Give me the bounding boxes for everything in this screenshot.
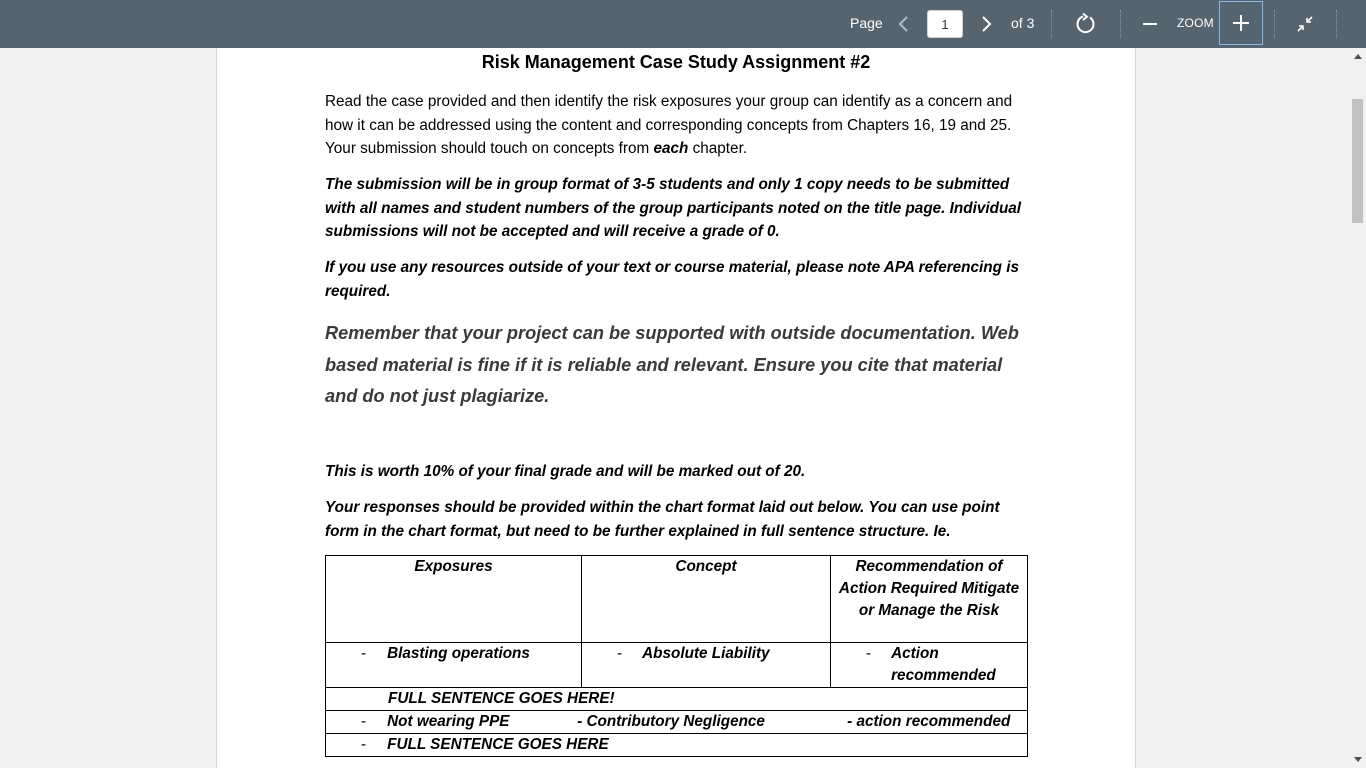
header-recommendation: Recommendation of Action Required Mitigate or Manage the Risk (831, 556, 1028, 643)
toolbar-divider (1051, 10, 1052, 38)
example-table (325, 555, 1028, 757)
dash: - (361, 736, 367, 753)
table-row (326, 711, 1028, 734)
table-row-merged (326, 711, 1028, 734)
chevron-left-icon (897, 15, 911, 33)
toolbar-divider (1274, 10, 1275, 38)
table-row (326, 643, 1028, 688)
concept-cell: Absolute Liability (642, 645, 770, 662)
action-cell: Action recommended (891, 645, 996, 684)
dash: - (866, 645, 872, 662)
vertical-scrollbar[interactable] (1350, 48, 1366, 768)
next-page-button[interactable] (974, 12, 998, 36)
dash: - (361, 713, 367, 730)
rotate-button[interactable] (1073, 11, 1099, 37)
paragraph-apa: If you use any resources outside of your text or course material, please note APA referencing is required. (325, 259, 1019, 300)
exposure-cell: Blasting operations (387, 645, 530, 662)
full-sentence-cell: FULL SENTENCE GOES HERE (387, 736, 609, 753)
paragraph-grade: This is worth 10% of your final grade and will be marked out of 20. (325, 463, 806, 480)
exit-fullscreen-button[interactable] (1293, 12, 1317, 36)
exposure-cell: Not wearing PPE (387, 713, 510, 730)
header-exposures: Exposures (326, 556, 582, 643)
scroll-up-button[interactable] (1350, 48, 1366, 64)
zoom-out-button[interactable] (1139, 12, 1161, 36)
toolbar-divider (1336, 10, 1337, 38)
table-header-row (326, 556, 1028, 643)
action-cell: - action recommended (847, 713, 1011, 730)
page-number-input[interactable] (927, 10, 963, 38)
zoom-label: ZOOM (1177, 16, 1214, 30)
concept-cell: - Contributory Negligence (577, 713, 765, 730)
table-row-merged (326, 734, 1028, 757)
paragraph-text: Read the case provided and then identify the risk exposures your group can identify as a concern and how it can be addressed using the content and corresponding concepts from Chapters 16, 19 and 25. Your submission should touch on concepts from (325, 93, 1013, 157)
scroll-down-button[interactable] (1350, 752, 1366, 768)
zoom-out-icon (1142, 16, 1158, 32)
paragraph-instructions (325, 90, 1025, 161)
chevron-right-icon (979, 15, 993, 33)
arrow-down-icon (1354, 757, 1362, 763)
toolbar-divider (1120, 10, 1121, 38)
paragraph-group-format: The submission will be in group format of 3-5 students and only 1 copy needs to be submitted with all names and student numbers of the group participants noted on the title page. Individual submissions will not be accepted and will receive a grade of 0. (325, 176, 1022, 240)
rotate-icon (1075, 13, 1097, 35)
paragraph-chart-format: Your responses should be provided within the chart format laid out below. You can use point form in the chart format, but need to be further explained in full sentence structure. Ie. (325, 499, 1000, 540)
dash: - (617, 645, 623, 662)
zoom-in-button[interactable] (1219, 1, 1263, 45)
paragraph-text: chapter. (688, 140, 748, 157)
scroll-thumb[interactable] (1352, 99, 1363, 223)
emphasis-text: each (653, 140, 689, 157)
document-page (216, 48, 1136, 768)
full-sentence-cell: FULL SENTENCE GOES HERE! (326, 688, 1028, 711)
page-label: Page (850, 15, 883, 31)
table-row (326, 734, 1028, 757)
zoom-in-icon (1232, 14, 1250, 32)
paragraph-remember: Remember that your project can be supported with outside documentation. Web based material is fine if it is reliable and relevant. Ensure you cite that material and do not just plagiarize. (325, 323, 1019, 406)
page-count-label: of 3 (1011, 15, 1035, 31)
collapse-icon (1295, 14, 1315, 34)
arrow-up-icon (1354, 53, 1362, 59)
table-row (326, 688, 1028, 711)
pdf-toolbar (0, 0, 1366, 48)
dash: - (361, 645, 367, 662)
previous-page-button[interactable] (892, 12, 916, 36)
document-viewer[interactable] (0, 48, 1350, 768)
document-title: Risk Management Case Study Assignment #2 (481, 52, 871, 72)
header-concept: Concept (582, 556, 831, 643)
